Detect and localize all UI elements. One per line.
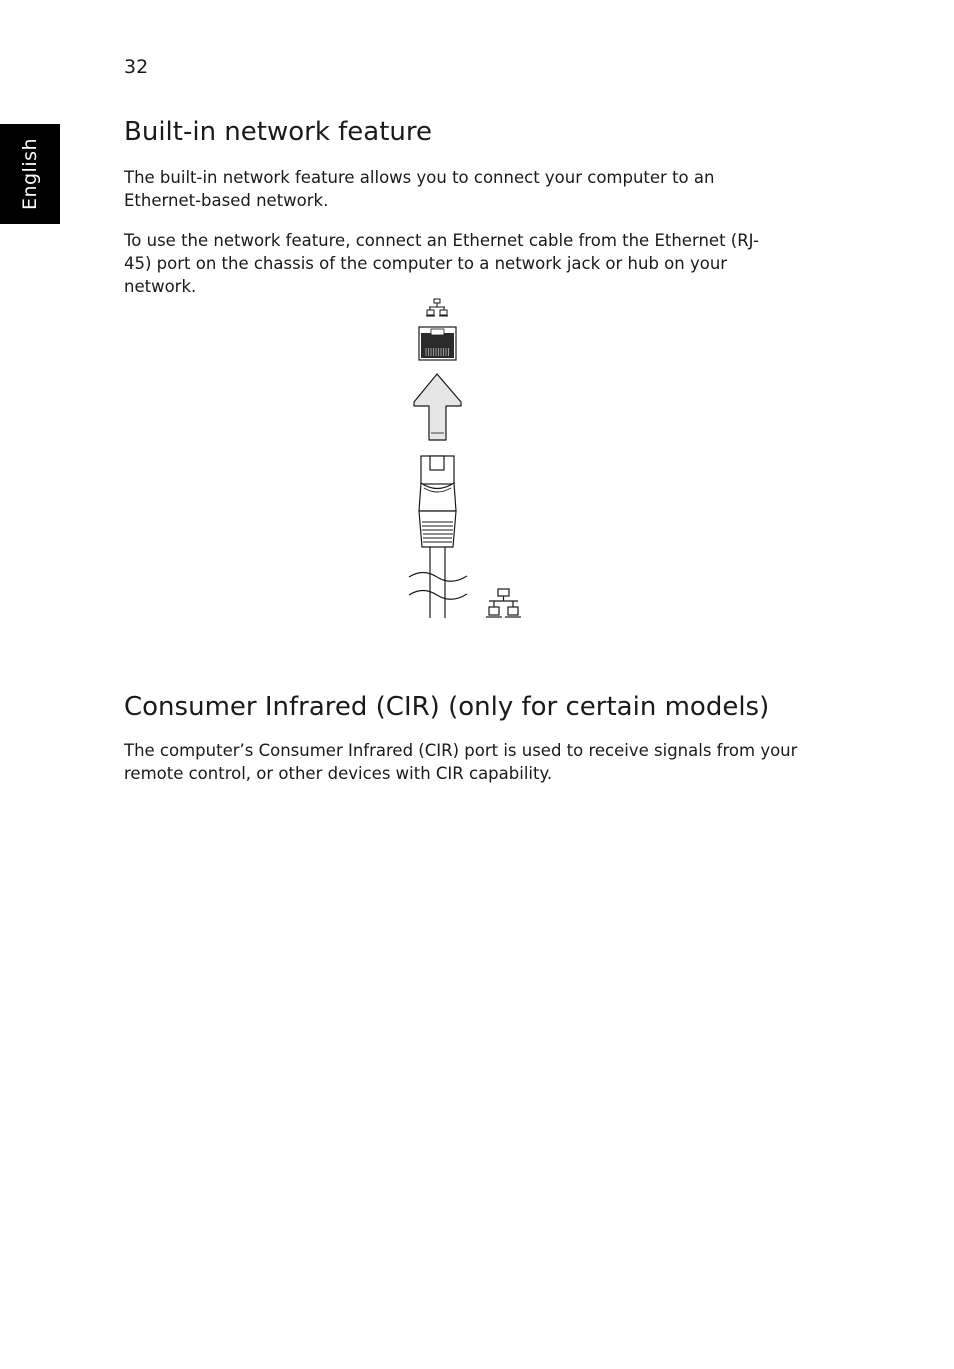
page-number: 32 — [124, 56, 149, 78]
cir-description-paragraph: The computer’s Consumer Infrared (CIR) port is used to receive signals from your remote control, or other devices with CIR capability. — [124, 741, 798, 783]
ethernet-connection-illustration — [400, 296, 540, 622]
section-heading-network: Built-in network feature — [124, 117, 433, 147]
network-intro-paragraph: The built-in network feature allows you to connect your computer to an Ethernet-based network. — [124, 168, 715, 210]
section-heading-cir: Consumer Infrared (CIR) (only for certain models) — [124, 692, 770, 722]
network-usage-paragraph: To use the network feature, connect an Ethernet cable from the Ethernet (RJ-45) port on the chassis of the computer to a network jack or hub on your network. — [124, 231, 759, 296]
network-icon — [426, 299, 448, 316]
rj45-plug-icon — [419, 456, 456, 547]
network-icon — [486, 589, 521, 617]
up-arrow-icon — [414, 374, 461, 440]
cable-icon — [409, 547, 467, 618]
language-tab-label: English — [19, 137, 41, 211]
rj45-port-icon — [419, 327, 456, 360]
language-tab — [0, 124, 60, 224]
